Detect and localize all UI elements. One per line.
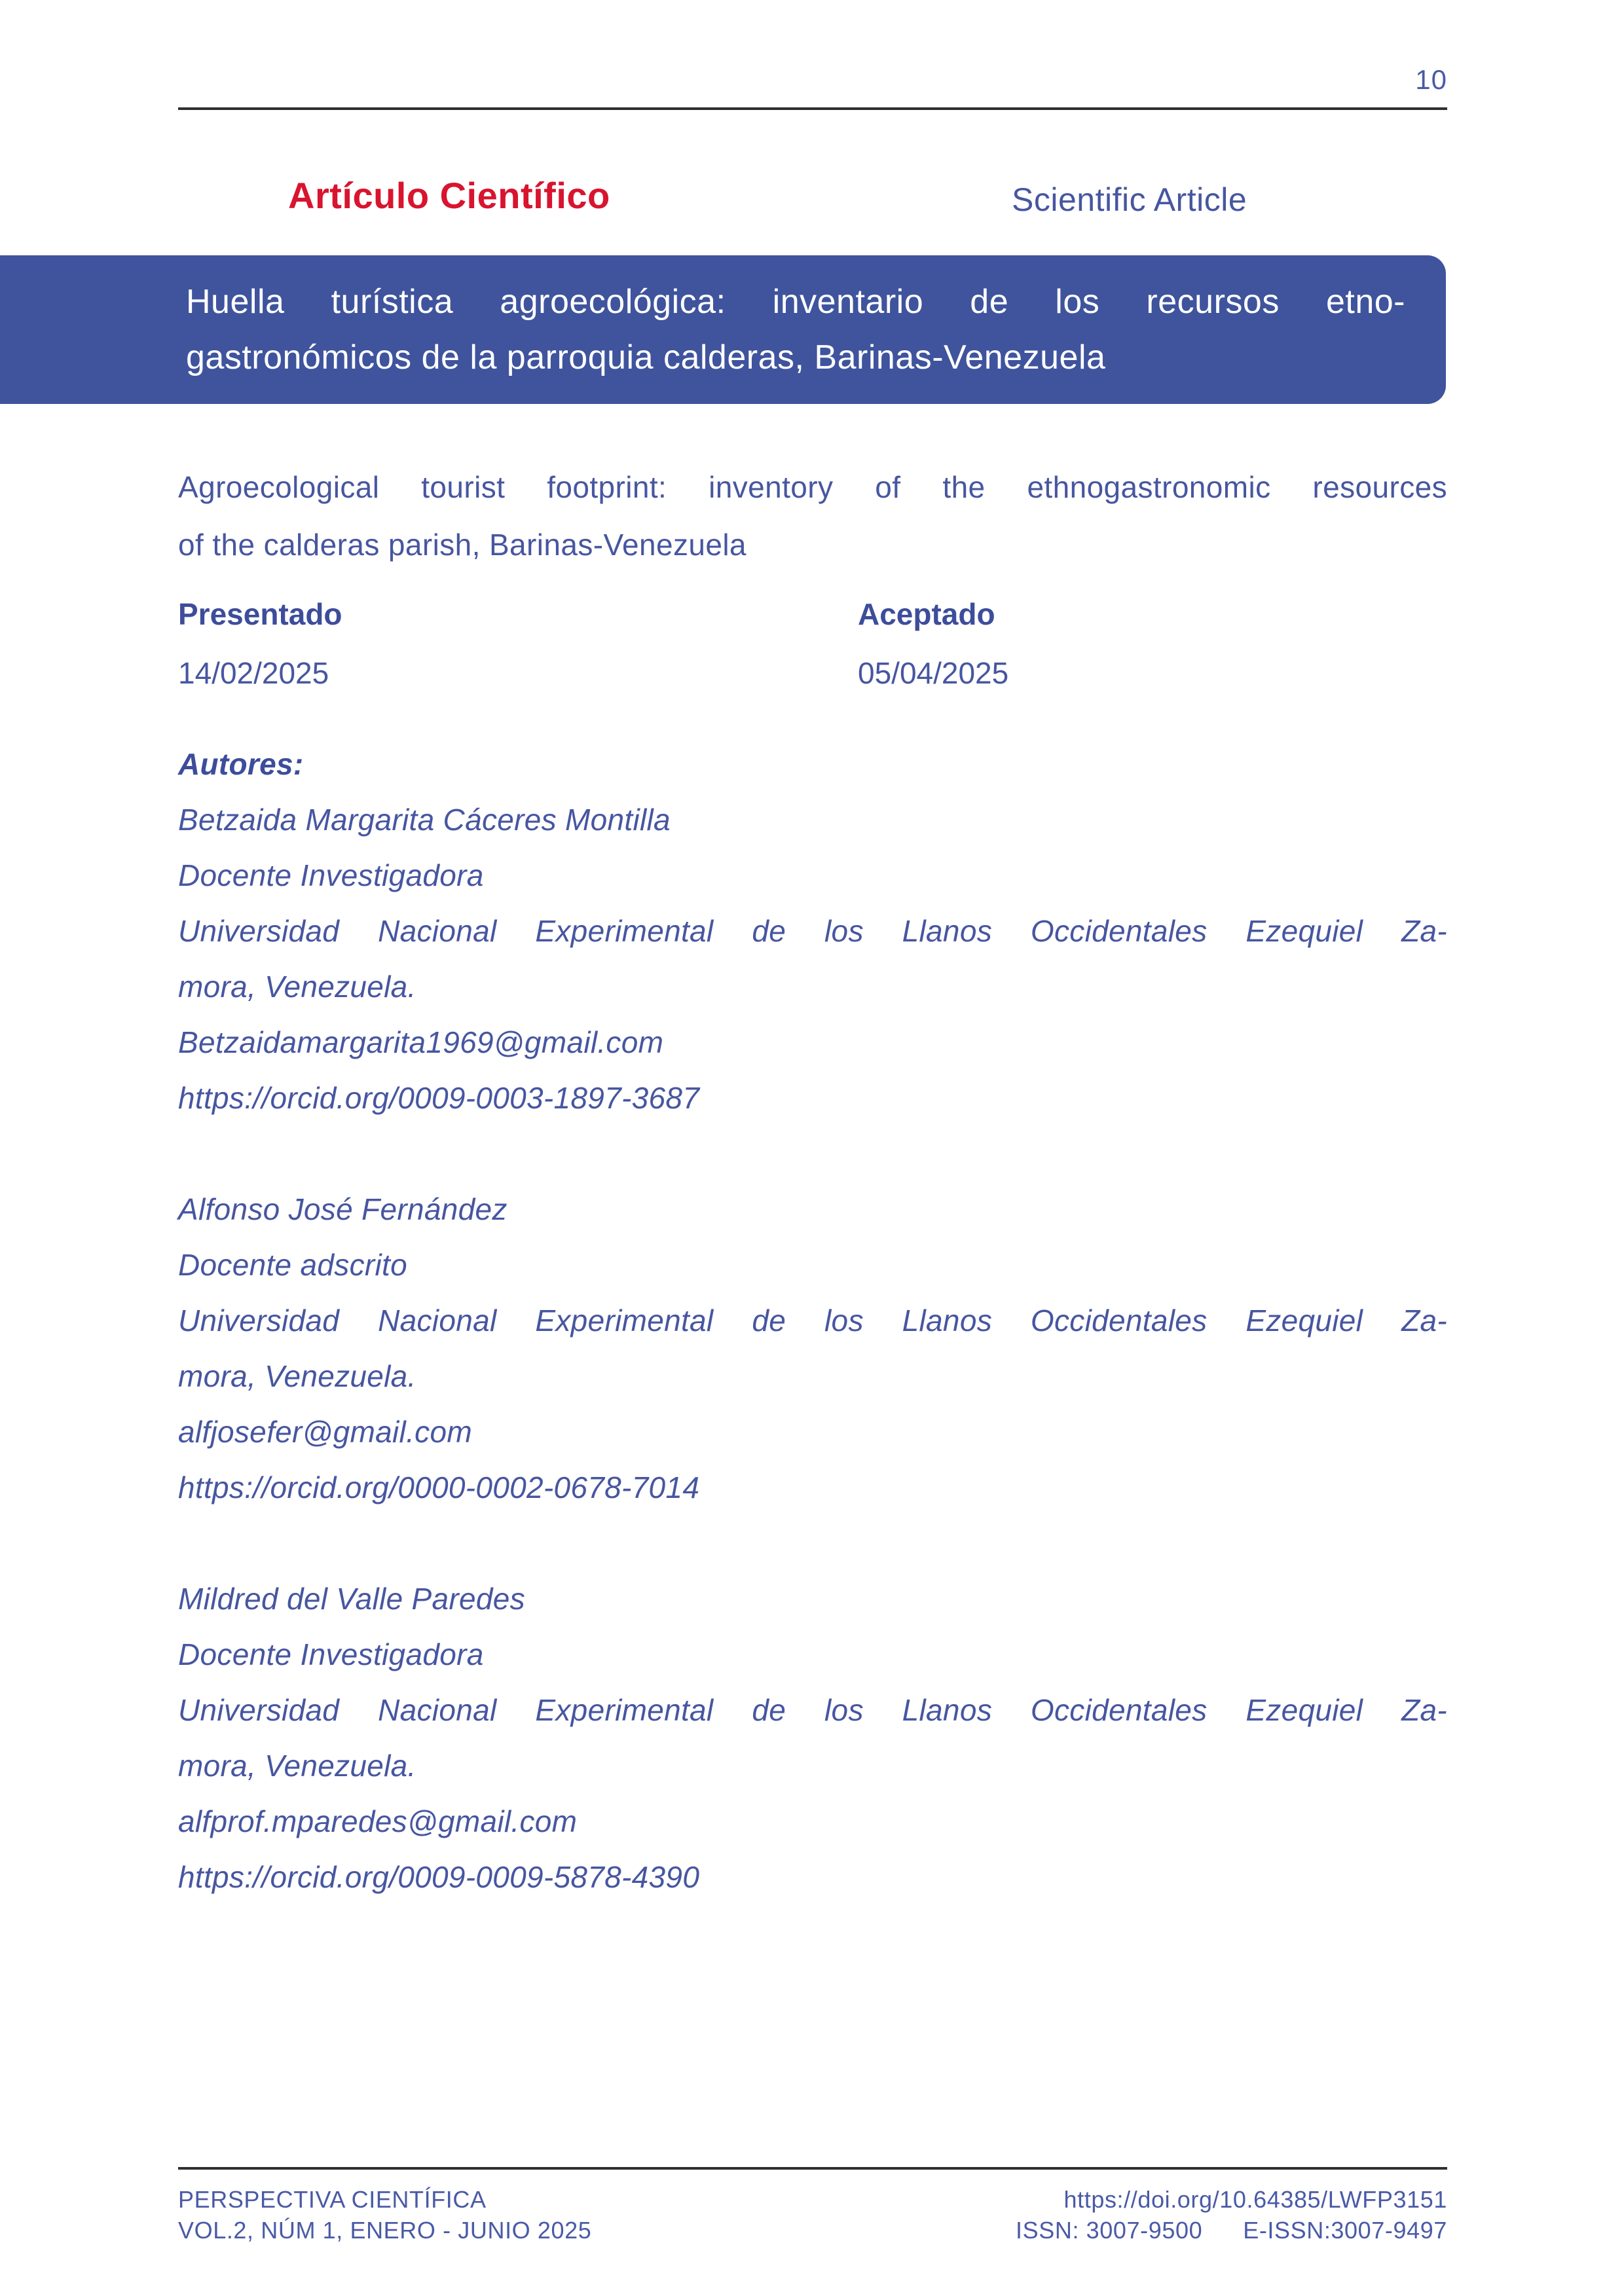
accepted-date: 05/04/2025 — [858, 656, 1009, 690]
title-en-line1: Agroecological tourist footprint: inventory of the ethnogastronomic resources — [178, 470, 1447, 504]
accepted-column — [858, 585, 1008, 702]
title-banner — [0, 255, 1446, 404]
author-block — [178, 792, 1447, 1126]
author-email-link[interactable]: alfprof.mparedes@gmail.com — [178, 1804, 578, 1838]
accepted-label: Aceptado — [858, 597, 995, 631]
article-type-english: Scientific Article — [1012, 181, 1247, 218]
author-orcid-link[interactable]: https://orcid.org/0000-0002-0678-7014 — [178, 1470, 700, 1504]
author-affiliation-line1: Universidad Nacional Experimental de los Llanos Occidentales Ezequiel Za- — [178, 1303, 1447, 1338]
title-es-line1: Huella turística agroecológica: inventario de los recursos etno- — [186, 282, 1405, 321]
author-affiliation-line2: mora, Venezuela. — [178, 1359, 416, 1393]
author-name: Betzaida Margarita Cáceres Montilla — [178, 803, 671, 837]
author-role: Docente adscrito — [178, 1248, 407, 1282]
author-name: Alfonso José Fernández — [178, 1192, 507, 1226]
author-affiliation-line2: mora, Venezuela. — [178, 1749, 416, 1783]
authors-section — [178, 737, 1447, 1905]
author-role: Docente Investigadora — [178, 858, 484, 892]
footer-volume: VOL.2, NÚM 1, ENERO - JUNIO 2025 — [178, 2217, 592, 2244]
author-affiliation-line1: Universidad Nacional Experimental de los Llanos Occidentales Ezequiel Za- — [178, 914, 1447, 948]
page-number: 10 — [1415, 64, 1447, 95]
footer-issn: ISSN: 3007-9500 — [1016, 2217, 1203, 2244]
footer-eissn: E-ISSN:3007-9497 — [1243, 2217, 1447, 2244]
author-email-link[interactable]: alfjosefer@gmail.com — [178, 1415, 472, 1449]
presented-label: Presentado — [178, 597, 342, 631]
footer-identifiers — [1016, 2184, 1447, 2246]
footer-journal-name: PERSPECTIVA CIENTÍFICA — [178, 2186, 487, 2213]
author-affiliation-line1: Universidad Nacional Experimental de los Llanos Occidentales Ezequiel Za- — [178, 1693, 1447, 1727]
author-orcid-link[interactable]: https://orcid.org/0009-0003-1897-3687 — [178, 1081, 700, 1115]
authors-heading: Autores: — [178, 747, 304, 781]
title-es-line2: gastronómicos de la parroquia calderas, Barinas-Venezuela — [186, 338, 1106, 376]
article-type-spanish: Artículo Científico — [288, 175, 610, 216]
presented-column — [178, 585, 342, 702]
author-block — [178, 1182, 1447, 1516]
author-affiliation-line2: mora, Venezuela. — [178, 970, 416, 1004]
author-orcid-link[interactable]: https://orcid.org/0009-0009-5878-4390 — [178, 1860, 700, 1894]
presented-date: 14/02/2025 — [178, 656, 329, 690]
footer-doi-link[interactable]: https://doi.org/10.64385/LWFP3151 — [1063, 2186, 1447, 2213]
header-rule — [178, 107, 1447, 110]
author-block — [178, 1571, 1447, 1905]
title-english — [178, 458, 1447, 574]
author-email-link[interactable]: Betzaidamargarita1969@gmail.com — [178, 1025, 664, 1059]
author-role: Docente Investigadora — [178, 1637, 484, 1671]
title-en-line2: of the calderas parish, Barinas-Venezuela — [178, 528, 747, 562]
footer-journal-info — [178, 2184, 591, 2246]
author-name: Mildred del Valle Paredes — [178, 1582, 525, 1616]
footer-rule — [178, 2167, 1447, 2170]
